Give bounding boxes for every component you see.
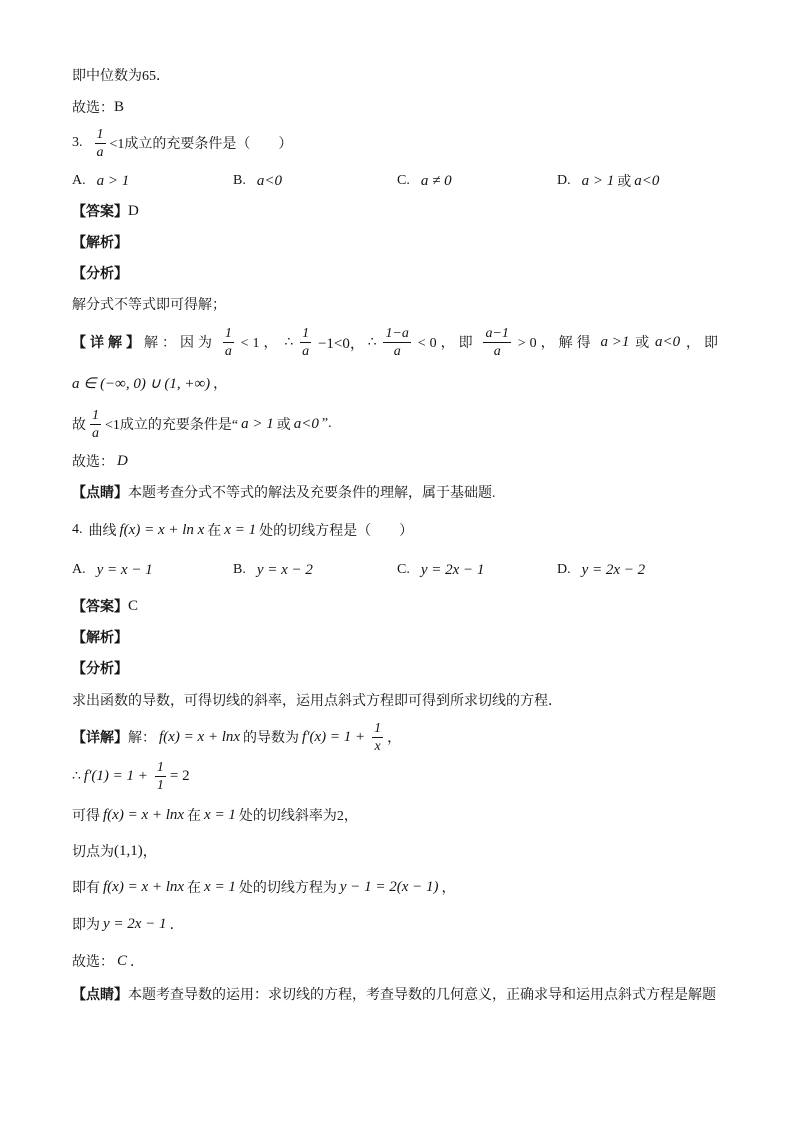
step4-function: f(x) = x + lnx [103,878,185,895]
q4-stem-at: 在 [207,524,222,539]
q4-stem-text: 处的切线方程是（ ） [259,524,414,539]
detail-tag: 【详解】 [72,336,144,351]
q3-fenxi-text [72,292,226,316]
option-expression: a ≠ 0 [420,172,452,189]
q3-fenxi [72,261,128,285]
conclusion-lead: 故 [72,418,86,433]
detail-fraction-1 [223,326,234,359]
detail-fraction-2 [300,326,311,359]
detail-text-5: 或 [635,336,650,351]
step4-lead: 即有 [72,881,100,896]
dianjing-tag: 【点睛】 [72,486,128,501]
q4-option-b [233,558,316,582]
jiexi-tag: 【解析】 [72,631,128,646]
step3-point: (1,1) [114,842,143,859]
answer-value: D [128,202,139,219]
detail-tail: ， [387,731,402,746]
fraction-denominator: 1 [156,777,164,793]
option-label: C. [397,562,410,577]
q3-number: 3. [72,135,83,150]
conclusion-text: <1成立的充要条件是“ [105,418,239,433]
q3-option-d [557,169,662,193]
q4-options [72,558,762,582]
q3-option-b [233,169,285,193]
q4-function: f(x) = x + ln x [119,521,205,538]
q4-number: 4. [72,522,83,537]
step5-equation: y = 2x − 1 [103,915,167,932]
therefore-symbol: ∴ [367,334,377,350]
dianjing-text: 本题考查分式不等式的解法及充要条件的理解，属于基础题. [128,486,496,501]
step4-text: 处的切线方程为 [238,881,337,896]
fraction-numerator: 1 [374,720,382,736]
q3-detail [72,325,722,359]
option-join: 或 [617,175,632,190]
fraction-numerator: 1 [92,407,99,423]
answer-value: C [128,597,139,614]
conclusion-fraction [90,408,101,441]
step2-text: 处的切线斜率为2， [238,809,358,824]
step2-lead: 可得 [72,809,100,824]
fraction-denominator: a [92,425,99,441]
q4-choice-line [72,949,144,973]
step4-at: 在 [187,881,202,896]
conclusion-math-2: a<0 [293,415,319,432]
q4-fenxi [72,656,128,680]
option-expression: a > 1 [96,172,130,189]
median-text: 即中位数为65． [72,69,170,84]
option-label: A. [72,562,86,577]
fraction-denominator: a [96,144,104,160]
step1-result: = 2 [169,767,190,784]
option-expression: y = 2x − 2 [581,561,646,578]
detail-function: f(x) = x + lnx [159,728,241,745]
fraction-denominator: a [302,343,310,359]
step4-point: x = 1 [204,878,236,895]
prev-median-line [72,63,170,87]
detail-lead-text: 解：因为 [144,336,216,351]
q4-point: x = 1 [224,521,257,538]
conclusion-math-1: a > 1 [241,415,274,432]
choice-label: 故选： [72,455,114,470]
q4-option-d [557,558,648,582]
detail-derivative: f′(x) = 1 + [302,728,366,745]
option-label: B. [233,562,246,577]
q3-jiexi [72,230,128,254]
fenxi-text: 解分式不等式即可得解； [72,298,226,313]
jiexi-tag: 【解析】 [72,236,128,251]
prev-choice-line [72,95,124,119]
conclusion-tail: ”. [321,416,332,431]
detail-lead-text: 解： [128,731,156,746]
fraction-denominator: a [393,343,401,359]
choice-label: 故选： [72,955,114,970]
q3-solution-set [72,371,227,395]
fraction-numerator: 1 [156,759,164,775]
fraction-numerator: 1 [302,325,310,341]
step1-expression: f′(1) = 1 + [83,767,148,784]
step2-at: 在 [187,809,202,824]
fenxi-text: 求出函数的导数，可得切线的斜率，运用点斜式方程即可得到所求切线的方程． [72,694,562,709]
step2-point: x = 1 [204,806,236,823]
q3-option-a [72,169,132,193]
q4-fenxi-text [72,688,562,712]
q4-stem [72,518,413,542]
q3-options [72,169,762,193]
detail-text-1: <1， [240,336,282,351]
q4-dianjing [72,982,716,1006]
option-expression: a<0 [256,172,282,189]
detail-fraction [372,721,383,754]
fraction-denominator: a [493,343,501,359]
detail-tag: 【详解】 [72,731,128,746]
fenxi-tag: 【分析】 [72,662,128,677]
q4-jiexi [72,625,128,649]
option-label: D. [557,562,571,577]
fraction-numerator: 1 [96,126,104,142]
q4-step-4 [72,875,456,899]
step2-function: f(x) = x + lnx [103,806,185,823]
q3-stem-text: <1成立的充要条件是（ ） [109,137,293,152]
detail-lead [72,332,216,352]
step5-lead: 即为 [72,918,100,933]
q4-step-5 [72,912,184,936]
option-expression: y = x − 1 [96,561,153,578]
q3-answer [72,199,139,223]
option-label: A. [72,173,86,188]
q4-option-a [72,558,156,582]
step1-fraction [155,760,166,793]
conclusion-join: 或 [276,418,291,433]
choice-value: C [117,952,128,969]
answer-tag: 【答案】 [72,600,128,615]
choice-value: B [114,98,125,115]
q4-step-2 [72,803,358,827]
option-expression-2: a<0 [634,172,660,189]
fraction-numerator: a−1 [485,325,509,341]
choice-tail: ． [130,955,145,970]
therefore-symbol: ∴ [284,334,294,350]
option-expression: y = x − 2 [256,561,313,578]
option-label: C. [397,173,410,188]
option-label: D. [557,173,571,188]
dianjing-tag: 【点睛】 [72,988,128,1003]
solution-set-expression: a ∈ (−∞, 0) ∪ (1, +∞) [72,375,211,392]
q4-option-c [397,558,487,582]
option-label: B. [233,173,246,188]
detail-text-4: >0，解得 [517,336,595,351]
step3-tail: ， [142,845,157,860]
q3-stem-fraction [95,127,106,160]
fraction-denominator: x [374,738,381,754]
detail-math-1: a >1 [600,333,630,350]
solution-set-tail: ， [213,377,228,392]
q3-conclusion [72,407,332,441]
q4-step-1 [72,759,190,793]
step4-equation: y − 1 = 2(x − 1) [339,878,439,895]
detail-text-2: −1<0， [317,335,365,352]
q4-answer [72,594,138,618]
q3-dianjing [72,480,496,504]
q4-step-3 [72,839,157,863]
fraction-numerator: 1−a [385,325,409,341]
step4-tail: ， [441,881,456,896]
answer-tag: 【答案】 [72,205,128,220]
fraction-numerator: 1 [224,325,232,341]
option-expression: y = 2x − 1 [420,561,485,578]
step3-lead: 切点为 [72,845,114,860]
option-expression: a > 1 [581,172,615,189]
q3-stem [72,126,293,160]
choice-value: D [117,452,128,469]
fenxi-tag: 【分析】 [72,267,128,282]
step5-tail: ． [169,918,184,933]
detail-mid-text: 的导数为 [243,731,300,746]
q3-choice-line [72,449,131,473]
q4-detail [72,720,402,754]
detail-math-2: a<0 [655,333,681,350]
choice-label: 故选： [72,101,114,116]
fraction-denominator: a [224,343,232,359]
detail-text-3: <0，即 [417,336,477,351]
therefore-symbol: ∴ [72,768,81,784]
dianjing-text: 本题考查导数的运用：求切线的方程，考查导数的几何意义，正确求导和运用点斜式方程是解题 [128,988,716,1003]
detail-text-6: ，即 [685,336,722,351]
q3-option-c [397,169,455,193]
detail-fraction-3 [383,326,410,359]
detail-fraction-4 [483,326,510,359]
q4-stem-lead: 曲线 [88,524,117,539]
